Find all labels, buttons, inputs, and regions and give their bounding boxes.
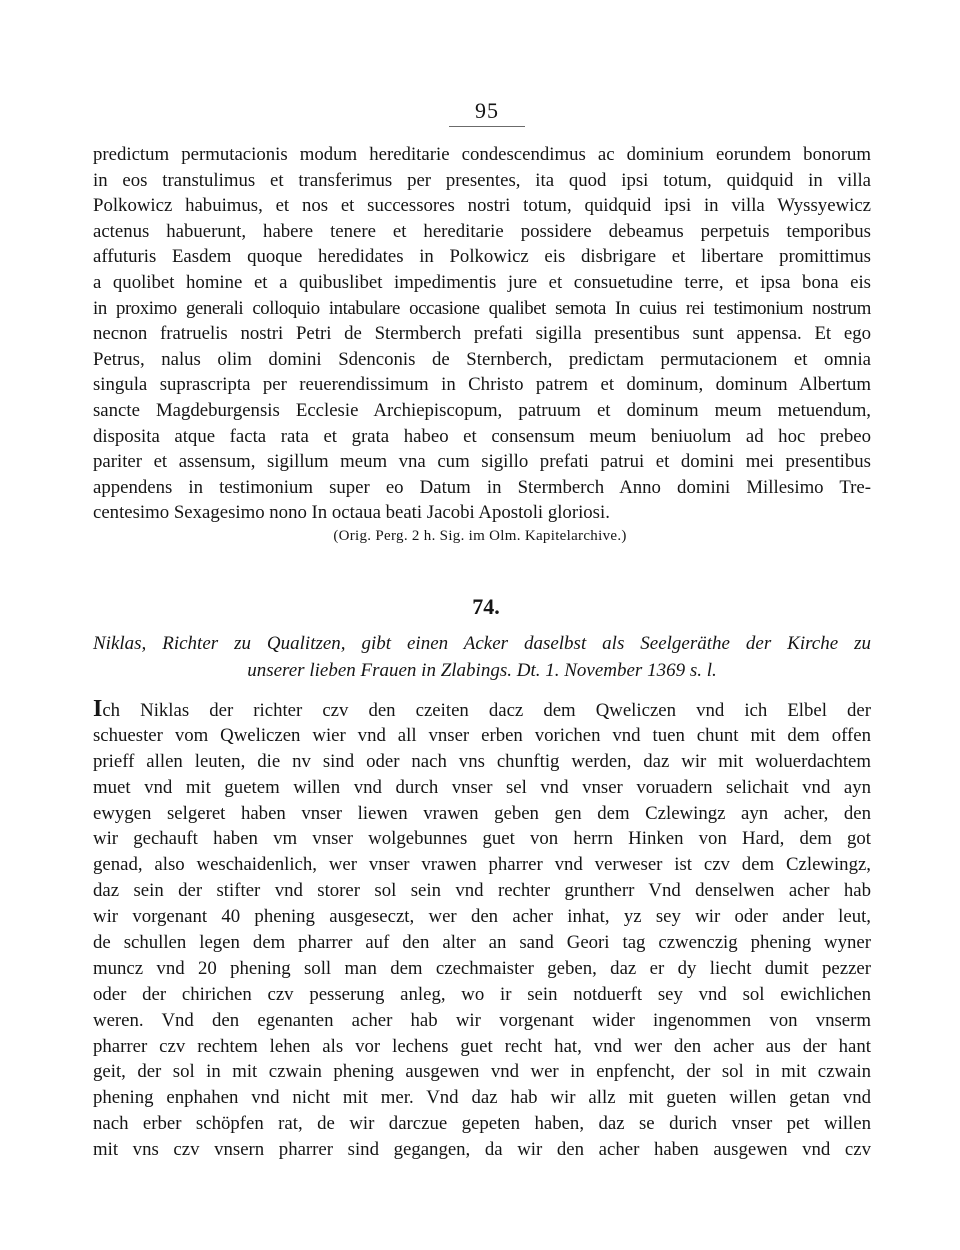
text-line: nach erber schöpfen rat, de wir darczue gepeten haben, daz se durich vnser pet willen xyxy=(93,1113,871,1135)
text-line: in proximo generali colloquio intabulare occasione qualibet semota In cuius rei testimonium nostrum xyxy=(93,297,871,319)
text-line: ewygen selgeret haben vnser liewen vrawen geben gen dem Czlewingz ayn acher, den xyxy=(93,802,871,824)
text-line: predictum permutacionis modum hereditarie condescendimus ac dominium eorundem bonorum xyxy=(93,144,871,165)
heading-line: Niklas, Richter zu Qualitzen, gibt einen Acker daselbst als Seelgeräthe der Kirche zu xyxy=(93,633,871,654)
text-line: Polkowicz habuimus, et nos et successores nostri totum, quidquid ipsi in villa Wyssyewicz xyxy=(93,195,871,217)
text-line: pharrer czv rechtem lehen als vor lechens guet recht hat, vnd wer den acher aus der hant xyxy=(93,1035,871,1057)
text-line: appendens in testimonium super eo Datum in Stermberch Anno domini Millesimo Tre- xyxy=(93,476,871,498)
charter-continuation-text xyxy=(93,142,871,526)
text-line-first xyxy=(93,697,871,723)
heading-line: unserer lieben Frauen in Zlabings. Dt. 1. November 1369 s. l. xyxy=(247,660,717,681)
text-line: necnon fratruelis nostri Petri de Stermberch prefati sigilla presentibus sunt appensa. Et ego xyxy=(93,323,871,345)
text-line: phening enphahen vnd nicht mit mer. Vnd daz hab wir allz mit gueten willen getan vnd xyxy=(93,1087,871,1109)
text-line: daz sein der stifter vnd storer sol sein vnd rechter gruntherr Vnd denselwen acher hab xyxy=(93,880,871,902)
page-number-area xyxy=(0,98,960,127)
text-line: singula suprascripta per reuerendissimum in Christo patrem et dominum, dominum Albertum xyxy=(93,374,871,396)
text-line: mit vns czv vnsern pharrer sind gegangen, da wir den acher haben ausgewen vnd czv xyxy=(93,1139,871,1161)
text-line: prieff allen leuten, die nv sind oder nach vns chunftig werden, daz wir mit woluerdachtem xyxy=(93,750,871,772)
document-number: 74. xyxy=(472,594,500,619)
text-line: weren. Vnd den egenanten acher hab wir vorgenant wider ingenommen von vnserm xyxy=(93,1009,871,1031)
text-line: wir gechauft haben vm vnser wolgebunnes guet von herrn Hinken von Hard, dem got xyxy=(93,828,871,850)
text-line: sancte Magdeburgensis Ecclesie Archiepiscopum, patruum et dominum meum metuendum, xyxy=(93,399,871,421)
text-line: actenus habuerunt, habere tenere et hereditarie possidere debeamus perpetuis temporibus xyxy=(93,220,871,242)
text-line: Petrus, nalus olim domini Sdenconis de Sternberch, predictam permutacionem et omnia xyxy=(93,348,871,370)
text-line: wir vorgenant 40 phening ausgeseczt, wer den acher inhat, yz sey wir oder ander leut, xyxy=(93,906,871,928)
text-line: genad, also weschaidenlich, wer vnser vrawen pharrer vnd verweser ist czv dem Czlewingz, xyxy=(93,854,871,876)
document-heading xyxy=(93,630,871,684)
page-number: 95 xyxy=(449,98,525,127)
text-line: disposita atque facta rata et grata habeo et consensum meum beniuolum ad hoc prebeo xyxy=(93,425,871,447)
initial-letter: I xyxy=(93,696,103,722)
text-line: affuturis Easdem quoque heredidates in Polkowicz eis disbrigare et libertare promittimus xyxy=(93,246,871,268)
source-note: (Orig. Perg. 2 h. Sig. im Olm. Kapitelarchive.) xyxy=(333,528,627,544)
text-line: de schullen legen dem pharrer auf den alter an sand Geori tag czwenczig phening wyner xyxy=(93,932,871,954)
text-line: geit, der sol in mit czwain phening ausgewen vnd wer in enpfencht, der sol in mit czwain xyxy=(93,1061,871,1083)
text-line: centesimo Sexagesimo nono In octaua beati Jacobi Apostoli gloriosi. xyxy=(93,502,610,524)
text-line: pariter et assensum, sigillum meum vna cum sigillo prefati patrui et domini mei presentibus xyxy=(93,451,871,473)
text-line: oder der chirichen czv pesserung anleg, wo ir sein notduerft sey vnd sol ewichlichen xyxy=(93,983,871,1005)
text-line-rest: ch Niklas der richter czv den czeiten dacz dem Qweliczen vnd ich Elbel der xyxy=(102,700,871,721)
text-line: a quolibet homine et a quibuslibet impedimentis jure et consuetudine terre, et ipsa bona eis xyxy=(93,271,871,293)
text-line: schuester vom Qweliczen wier vnd all vnser erben vorichen vnd tuen chunt mit dem offen xyxy=(93,724,871,746)
text-line: muet vnd mit guetem willen vnd durch vnser sel vnd vnser voruadern selichait vnd ayn xyxy=(93,776,871,798)
text-line: muncz vnd 20 phening soll man dem czechmaister geben, daz er dy liecht dumit pezzer xyxy=(93,957,871,979)
text-line: in eos transtulimus et transferimus per presentes, ita quod ipsi totum, quidquid in villa xyxy=(93,169,871,191)
charter-text xyxy=(93,697,871,1163)
